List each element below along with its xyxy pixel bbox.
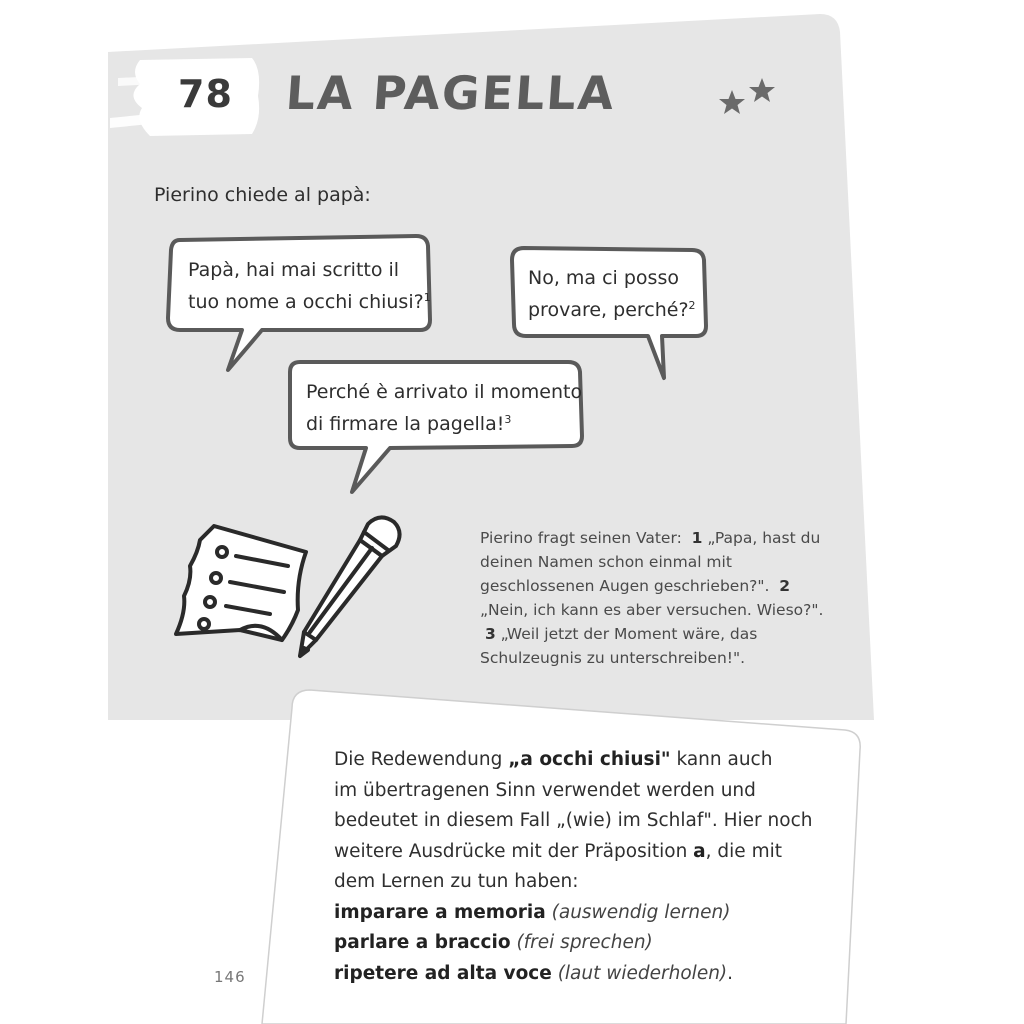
expression-italian: parlare a braccio — [334, 932, 511, 953]
info-box — [334, 745, 834, 989]
expression-item — [334, 928, 834, 959]
translation-line: „Papa, hast du deinen Namen schon einmal mit geschlossenen Augen geschrieben?". — [480, 529, 821, 595]
translation-intro: Pierino fragt seinen Vater: — [480, 529, 682, 547]
star-icon — [719, 90, 745, 114]
bubble-line: Perché è arrivato il momento — [306, 381, 583, 403]
expression-italian: imparare a memoria — [334, 901, 546, 923]
translation-number: 1 — [691, 529, 703, 547]
bubble-2-text — [528, 262, 696, 326]
expression-item: ripetere ad alta voce (laut wiederholen). — [334, 962, 734, 984]
highlight-phrase: „a occhi chiusi" — [508, 749, 671, 770]
bubble-line: di firmare la pagella! — [306, 413, 505, 435]
translation-number: 3 — [484, 625, 496, 643]
bubble-3-text — [306, 376, 582, 440]
info-line: Die Redewendung „a occhi chiusi" kann auch — [334, 749, 773, 770]
expression-item — [334, 898, 834, 929]
expression-german: (frei sprechen) — [516, 932, 653, 953]
footnote-marker: 1 — [423, 291, 431, 304]
translation-number: 2 — [779, 577, 791, 595]
expression-german: (laut wiederholen) — [557, 962, 728, 984]
chapter-title: LA PAGELLA — [284, 66, 618, 120]
expression-german: (auswendig lernen) — [551, 901, 731, 923]
expression-italian: ripetere ad alta voce — [334, 962, 552, 984]
footnote-marker: 3 — [504, 413, 512, 426]
translation-line: „Weil jetzt der Moment wäre, das Schulzeugnis zu unterschreiben!". — [480, 625, 758, 667]
bubble-line: No, ma ci posso — [528, 267, 679, 289]
info-line: weitere Ausdrücke mit der Präposition a, die mit — [334, 840, 782, 862]
highlight-preposition: a — [693, 840, 706, 862]
intro-text: Pierino chiede al papà: — [154, 184, 371, 206]
footnote-marker: 2 — [688, 299, 696, 312]
difficulty-stars-icon — [716, 76, 780, 120]
info-line: bedeutet in diesem Fall „(wie) im Schlaf". Hier noch — [334, 810, 813, 831]
bubble-line: Papà, hai mai scritto il — [188, 259, 400, 281]
info-line: dem Lernen zu tun haben: — [334, 871, 579, 892]
chapter-number: 78 — [178, 72, 233, 116]
german-translation — [480, 526, 840, 670]
bubble-line: tuo nome a occhi chiusi? — [188, 291, 424, 313]
star-icon — [749, 78, 775, 102]
page-number: 146 — [214, 968, 246, 986]
translation-line: „Nein, ich kann es aber versuchen. Wieso?". — [480, 601, 824, 619]
bubble-line: provare, perché? — [528, 299, 689, 321]
bubble-1-text — [188, 254, 431, 318]
info-line: im übertragenen Sinn verwendet werden und — [334, 779, 756, 801]
